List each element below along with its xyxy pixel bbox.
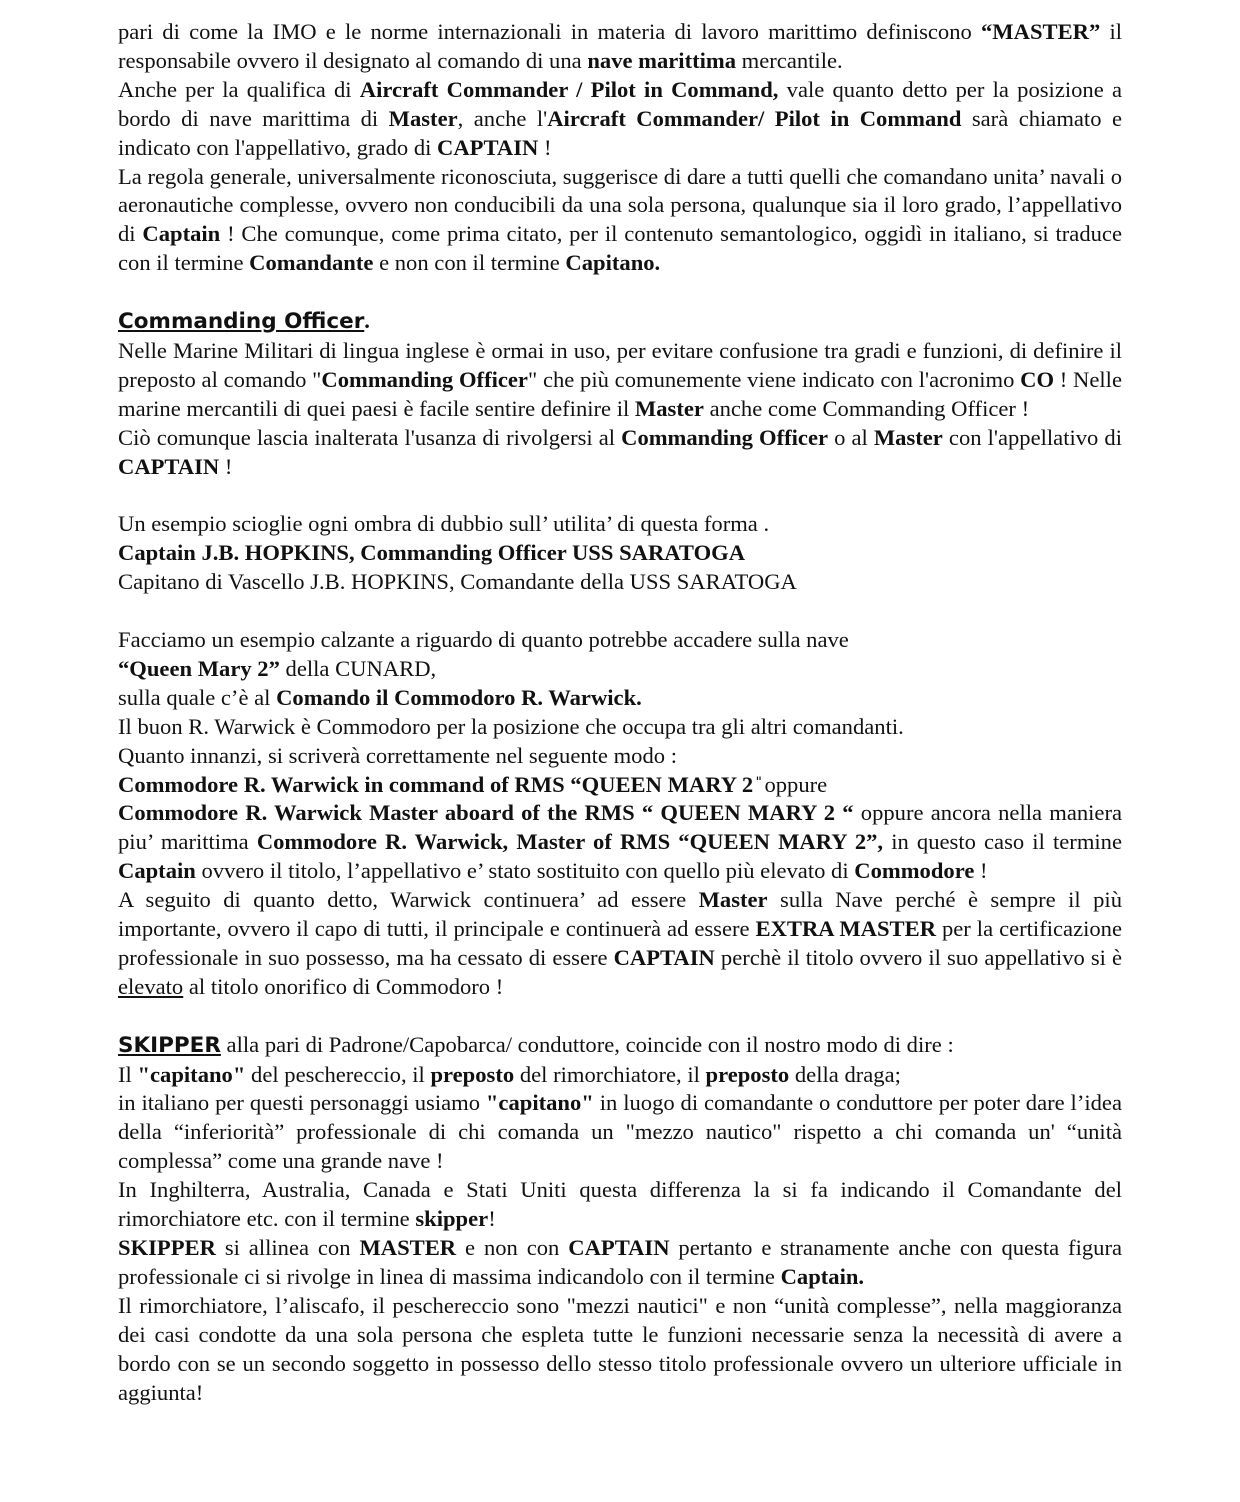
document-page <box>118 18 1122 1407</box>
paragraph: In Inghilterra, Australia, Canada e Stati Uniti questa differenza la si fa indicando il Comandante del rimorchiatore etc. con il termine skipper! <box>118 1177 1122 1232</box>
example-english: Captain J.B. HOPKINS, Commanding Officer USS SARATOGA <box>118 540 746 566</box>
spacer <box>118 278 1122 307</box>
paragraph: Nelle Marine Militari di lingua inglese è ormai in uso, per evitare confusione tra gradi e funzioni, di definire il preposto al comando "Commanding Officer" che più comunemente viene indicato con l'acronimo CO ! Nelle marine mercantili di quei paesi è facile sentire definire il Master anche come Commanding Officer ! <box>118 337 1122 421</box>
paragraph: Commodore R. Warwick Master aboard of the RMS “ QUEEN MARY 2 “ oppure ancora nella maniera piu’ marittima Commodore R. Warwick, Master of RMS “QUEEN MARY 2”, in questo caso il termine Captain ovvero il titolo, l’appellativo e’ stato sostituito con quello più elevato di Commodore ! <box>118 800 1122 884</box>
spacer <box>118 481 1122 510</box>
text-line: Quanto innanzi, si scriverà correttamente nel seguente modo : <box>118 742 677 768</box>
paragraph: Ciò comunque lascia inalterata l'usanza di rivolgersi al Commanding Officer o al Master con l'appellativo di CAPTAIN ! <box>118 424 1122 479</box>
paragraph: Il "capitano" del peschereccio, il preposto del rimorchiatore, il preposto della draga; <box>118 1061 901 1087</box>
spacer <box>118 1002 1122 1031</box>
paragraph: A seguito di quanto detto, Warwick continuera’ ad essere Master sulla Nave perché è sempre il più importante, ovvero il capo di tutti, il principale e continuerà ad essere EXTRA MASTER per la certificazione professionale in suo possesso, ma ha cessato di essere CAPTAIN perchè il titolo ovvero il suo appellativo si è elevato al titolo onorifico di Commodoro ! <box>118 887 1123 999</box>
text-line: Facciamo un esempio calzante a riguardo di quanto potrebbe accadere sulla nave <box>118 626 849 652</box>
paragraph: pari di come la IMO e le norme internazionali in materia di lavoro marittimo definiscono “MASTER” il responsabile ovvero il designato al comando di una nave marittima mercantile. <box>118 19 1123 73</box>
text-line: Il buon R. Warwick è Commodoro per la posizione che occupa tra gli altri comandanti. <box>118 713 904 739</box>
paragraph: in italiano per questi personaggi usiamo "capitano" in luogo di comandante o conduttore per poter dare l’idea della “inferiorità” professionale di chi comanda un "mezzo nautico" rispetto a chi comanda un' “unità complessa” come una grande nave ! <box>118 1090 1122 1174</box>
text-line: sulla quale c’è al Comando il Commodoro R. Warwick. <box>118 684 642 710</box>
paragraph: SKIPPER si allinea con MASTER e non con CAPTAIN pertanto e stranamente anche con questa figura professionale ci si rivolge in linea di massima indicandolo con il termine Captain. <box>118 1235 1123 1289</box>
example-intro: Un esempio scioglie ogni ombra di dubbio sull’ utilita’ di questa forma . <box>118 511 770 537</box>
text-line: “Queen Mary 2” della CUNARD, <box>118 655 437 681</box>
example-italian: Capitano di Vascello J.B. HOPKINS, Comandante della USS SARATOGA <box>118 569 797 595</box>
paragraph: La regola generale, universalmente riconosciuta, suggerisce di dare a tutti quelli che comandano unita’ navali o aeronautiche complesse, ovvero non conducibili da una sola persona, qualunque sia il loro grado, l’appellativo di Captain ! Che comunque, come prima citato, per il contenuto semantologico, oggidì in italiano, si traduce con il termine Comandante e non con il termine Capitano. <box>118 163 1122 276</box>
text-line: Commodore R. Warwick in command of RMS “QUEEN MARY 2 ̎ oppure <box>118 771 828 797</box>
paragraph: Il rimorchiatore, l’aliscafo, il peschereccio sono "mezzi nautici" e non “unità complesse”, nella maggioranza dei casi condotte da una sola persona che espleta tutte le funzioni necessarie senza la necessità di avere a bordo con se un secondo soggetto in possesso dello stesso titolo professionale ovvero un ulteriore ufficiale in aggiunta! <box>118 1292 1122 1405</box>
section-heading-skipper: SKIPPER alla pari di Padrone/Capobarca/ conduttore, coincide con il nostro modo di dire : <box>118 1031 954 1058</box>
spacer <box>118 597 1122 626</box>
paragraph: Anche per la qualifica di Aircraft Commander / Pilot in Command, vale quanto detto per la posizione a bordo di nave marittima di Master, anche l'Aircraft Commander/ Pilot in Command sarà chiamato e indicato con l'appellativo, grado di CAPTAIN ! <box>118 76 1122 160</box>
section-heading-commanding-officer: Commanding Officer. <box>118 308 370 335</box>
